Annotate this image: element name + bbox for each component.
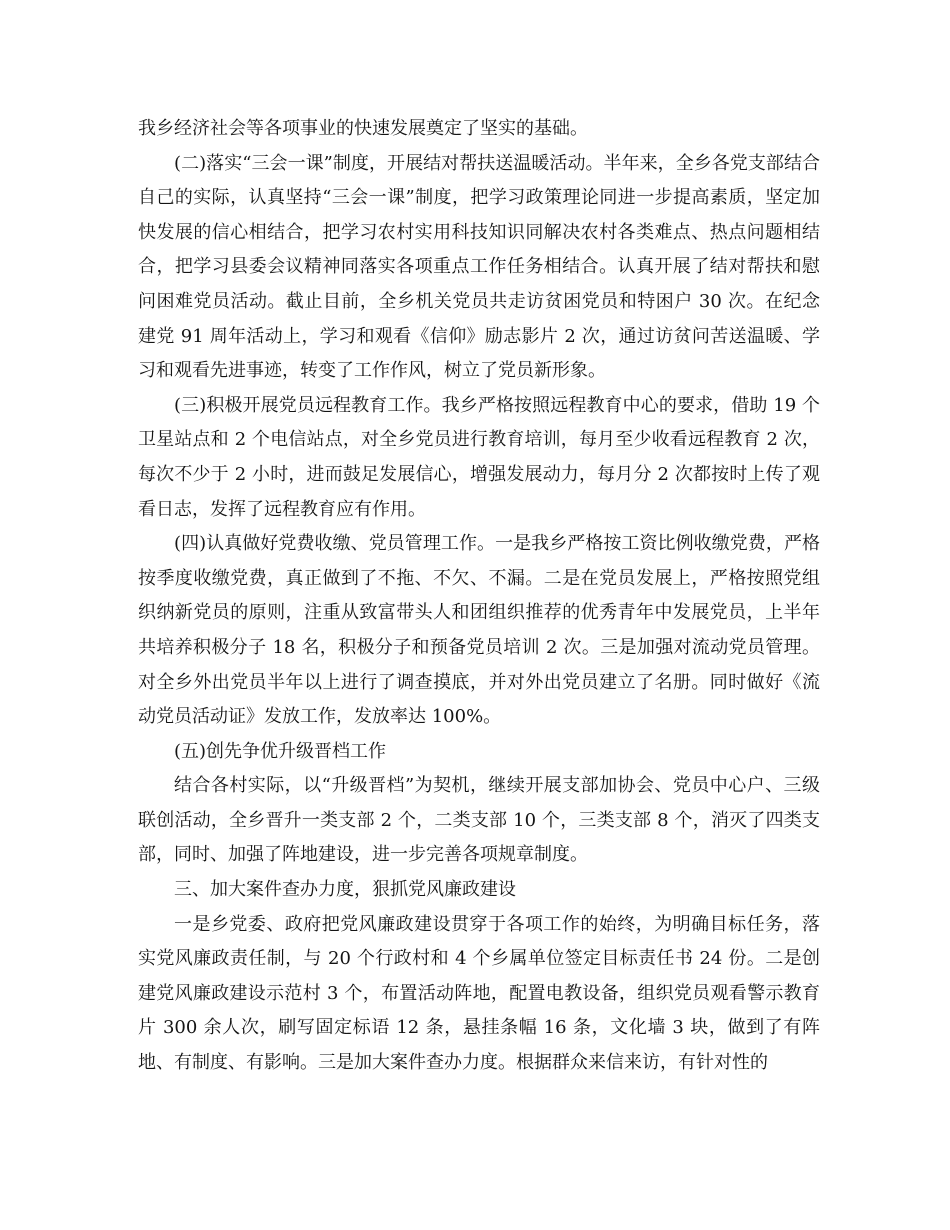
paragraph-6: 结合各村实际，以“升级晋档”为契机，继续开展支部加协会、党员中心户、三级联创活动，全乡晋升一类支部 2 个，二类支部 10 个，三类支部 8 个，消灭了四类支部，同时、加强了阵地建设，进一步完善各项规章制度。 bbox=[138, 775, 820, 866]
section-heading-5: (五)创先争优升级晋档工作 bbox=[174, 740, 387, 762]
paragraph-3: (三)积极开展党员远程教育工作。我乡严格按照远程教育中心的要求，借助 19 个卫星站点和 2 个电信站点，对全乡党员进行教育培训，每月至少收看远程教育 2 次，每次不少于 2 小时，进而鼓足发展信心，增强发展动力，每月分 2 次都按时上传了观看日志，发挥了远程教育应有作用。 bbox=[138, 394, 820, 520]
section-heading-3: 三、加大案件查办力度，狠抓党风廉政建设 bbox=[174, 879, 516, 901]
paragraph-2: (二)落实“三会一课”制度，开展结对帮扶送温暖活动。半年来，全乡各党支部结合自己的实际，认真坚持“三会一课”制度，把学习政策理论同进一步提高素质，坚定加快发展的信心相结合，把学习农村实用科技知识同解决农村各类难点、热点问题相结合，把学习县委会议精神同落实各项重点工作任务相结合。认真开展了结对帮扶和慰问困难党员活动。截止目前，全乡机关党员共走访贫困党员和特困户 30 次。在纪念建党 91 周年活动上，学习和观看《信仰》励志影片 2 次，通过访贫问苦送温暖、学习和观看先进事迹，转变了工作作风，树立了党员新形象。 bbox=[138, 152, 820, 382]
paragraph-8: 一是乡党委、政府把党风廉政建设贯穿于各项工作的始终，为明确目标任务，落实党风廉政责任制，与 20 个行政村和 4 个乡属单位签定目标责任书 24 份。二是创建党风廉政建设示范村 3 个，布置活动阵地，配置电教设备，组织党员观看警示教育片 300 余人次，刷写固定标语 12 条，悬挂条幅 16 条，文化墙 3 块，做到了有阵地、有制度、有影响。三是加大案件查办力度。根据群众来信来访，有针对性的 bbox=[138, 913, 820, 1074]
paragraph-1: 我乡经济社会等各项事业的快速发展奠定了坚实的基础。 bbox=[138, 118, 588, 139]
paragraph-4: (四)认真做好党费收缴、党员管理工作。一是我乡严格按工资比例收缴党费，严格按季度收缴党费，真正做到了不拖、不欠、不漏。二是在党员发展上，严格按照党组织纳新党员的原则，注重从致富带头人和团组织推荐的优秀青年中发展党员，上半年共培养积极分子 18 名，积极分子和预备党员培训 2 次。三是加强对流动党员管理。对全乡外出党员半年以上进行了调查摸底，并对外出党员建立了名册。同时做好《流动党员活动证》发放工作，发放率达 100%。 bbox=[138, 533, 820, 728]
